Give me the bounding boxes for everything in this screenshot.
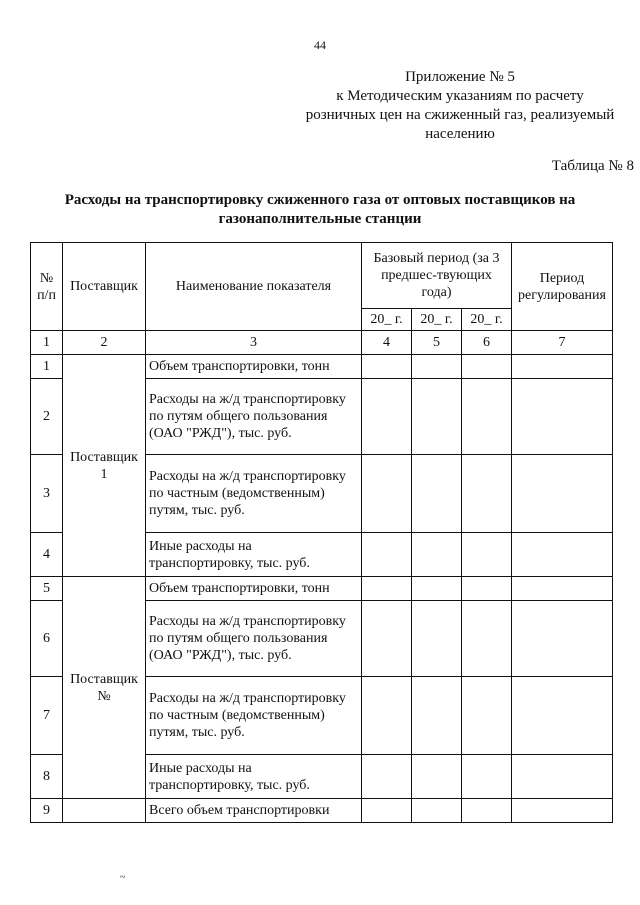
table-row [31,355,613,379]
appendix-line: населению [425,126,495,142]
table-row [31,577,613,601]
header-supplier: Поставщик [63,243,146,331]
row-num: 5 [31,577,63,601]
table-row-total [31,799,613,823]
row-num: 2 [31,379,63,455]
row-num: 1 [31,355,63,379]
col-number: 5 [412,331,462,355]
row-num: 7 [31,677,63,755]
row-num: 8 [31,755,63,799]
col-number: 3 [146,331,362,355]
indicator-cell: Иные расходы на транспортировку, тыс. руб. [146,755,362,799]
header-indicator: Наименование показателя [146,243,362,331]
appendix-block [292,68,628,144]
indicator-cell: Объем транспортировки, тонн [146,577,362,601]
indicator-cell: Расходы на ж/д транспортировку по путям общего пользования (ОАО "РЖД"), тыс. руб. [146,601,362,677]
col-number: 6 [462,331,512,355]
transport-costs-table [30,242,613,823]
footer-mark: ~ [120,872,126,883]
header-year: 20_ г. [412,309,462,331]
title-line: газонаполнительные станции [218,211,422,227]
indicator-cell: Объем транспортировки, тонн [146,355,362,379]
table-number: Таблица № 8 [551,158,634,174]
document-title [40,191,600,229]
header-year: 20_ г. [462,309,512,331]
indicator-cell: Расходы на ж/д транспортировку по путям общего пользования (ОАО "РЖД"), тыс. руб. [146,379,362,455]
col-number: 2 [63,331,146,355]
indicator-cell: Иные расходы на транспортировку, тыс. руб. [146,533,362,577]
col-number: 4 [362,331,412,355]
header-year: 20_ г. [362,309,412,331]
header-reg-period: Период регулирования [512,243,613,331]
header-num: № п/п [31,243,63,331]
supplier-cell: Поставщик 1 [63,355,146,577]
indicator-cell: Всего объем транспортировки [146,799,362,823]
col-number: 1 [31,331,63,355]
title-line: Расходы на транспортировку сжиженного газа от оптовых поставщиков на [64,192,576,208]
page-number: 44 [314,38,326,52]
header-base-period: Базовый период (за 3 предшес-твующих года) [362,243,512,309]
col-number: 7 [512,331,613,355]
row-num: 9 [31,799,63,823]
row-num: 3 [31,455,63,533]
indicator-cell: Расходы на ж/д транспортировку по частным (ведомственным) путям, тыс. руб. [146,677,362,755]
supplier-cell: Поставщик № [63,577,146,799]
indicator-cell: Расходы на ж/д транспортировку по частным (ведомственным) путям, тыс. руб. [146,455,362,533]
appendix-line: розничных цен на сжиженный газ, реализуемый [305,107,615,123]
row-num: 4 [31,533,63,577]
appendix-line: Приложение № 5 [405,69,515,85]
row-num: 6 [31,601,63,677]
appendix-line: к Методическим указаниям по расчету [336,88,584,104]
